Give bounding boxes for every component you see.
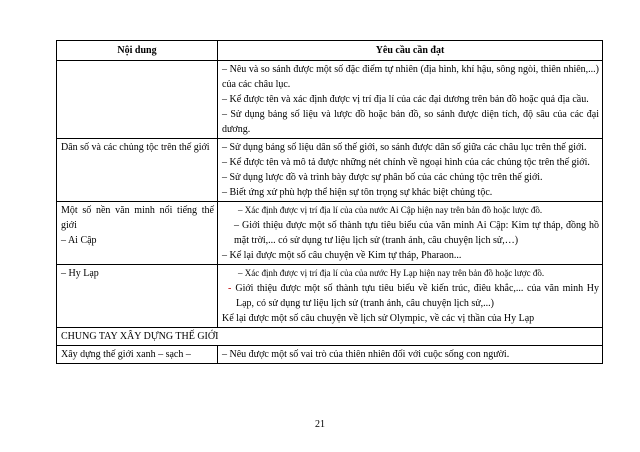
requirements-cell: [218, 139, 603, 202]
content-title: Một số nền văn minh nổi tiếng thế giới: [61, 205, 214, 231]
page-number: 21: [315, 419, 325, 430]
header-requirements: Yêu cầu cần đạt: [218, 41, 603, 61]
content-cell: [57, 202, 218, 265]
requirement-line: – Xác định được vị trí địa lí của của nước Ai Cập hiện nay trên bản đồ hoặc lược đồ.: [238, 205, 543, 215]
curriculum-table: [56, 40, 603, 364]
table-row: [57, 346, 603, 364]
content-cell: [57, 139, 218, 202]
content-title: Dân số và các chủng tộc trên thế giới: [61, 142, 210, 153]
requirement-line: – Xác định được vị trí địa lí của của nước Hy Lạp hiện nay trên bản đồ hoặc lược đồ.: [238, 268, 545, 278]
requirement-line: – Nêu được một số vai trò của thiên nhiên đối với cuộc sống con người.: [222, 349, 510, 360]
content-subitem: – Hy Lạp: [61, 268, 99, 279]
section-heading: CHUNG TAY XÂY DỰNG THẾ GIỚI: [57, 328, 603, 346]
requirement-line: – Sử dụng bảng số liệu và lược đồ hoặc bản đồ, so sánh được diện tích, độ sâu của các đại dương.: [222, 109, 599, 135]
table-row: [57, 265, 603, 328]
requirement-line: – Kể được tên và xác định được vị trí địa lí của các đại dương trên bản đồ hoặc quả địa cầu.: [222, 94, 589, 105]
table-row: [57, 202, 603, 265]
content-cell: [57, 346, 218, 364]
table-header-row: [57, 41, 603, 61]
bullet-dash-icon: -: [228, 283, 232, 294]
content-subitem: – Ai Cập: [61, 235, 97, 246]
content-title: Xây dựng thế giới xanh – sạch –: [61, 349, 191, 360]
requirement-line: – Biết ứng xử phù hợp thể hiện sự tôn trọng sự khác biệt chủng tộc.: [222, 187, 493, 198]
requirements-cell: [218, 202, 603, 265]
requirement-line: – Sử dụng bảng số liệu dân số thế giới, so sánh được dân số giữa các châu lục trên thế giới.: [222, 142, 587, 153]
requirement-line: – Giới thiệu được một số thành tựu tiêu biểu của văn minh Ai Cập: Kim tự tháp, đồng hồ mặt trời,... có sử dụng tư liệu lịch sử (tranh ảnh, câu chuyện lịch sử,…): [234, 220, 599, 246]
requirement-line: [222, 281, 599, 311]
section-heading-row: [57, 328, 603, 346]
requirement-line: – Nêu và so sánh được một số đặc điểm tự nhiên (địa hình, khí hậu, sông ngòi, thiên nhiên,...) của các châu lục.: [222, 64, 599, 90]
requirement-line: Kể lại được một số câu chuyện về lịch sử Olympic, về các vị thần của Hy Lạp: [222, 313, 535, 324]
content-cell: [57, 265, 218, 328]
requirement-line: – Sử dụng lược đồ và trình bày được sự phân bố của các chủng tộc trên thế giới.: [222, 172, 543, 183]
requirements-cell: [218, 346, 603, 364]
requirements-cell: [218, 265, 603, 328]
requirements-cell: [218, 61, 603, 139]
requirement-text: Giới thiệu được một số thành tựu tiêu biểu về kiến trúc, điêu khắc,... của văn minh Hy Lạp, có sử dụng tư liệu lịch sử (tranh ảnh, câu chuyện lịch sử,...): [235, 283, 599, 309]
header-content: Nội dung: [57, 41, 218, 61]
table-row: [57, 61, 603, 139]
requirement-line: – Kể được tên và mô tả được những nét chính về ngoại hình của các chủng tộc trên thế giới.: [222, 157, 590, 168]
content-cell: [57, 61, 218, 139]
table-row: [57, 139, 603, 202]
requirement-line: – Kể lại được một số câu chuyện về Kim tự tháp, Pharaon...: [222, 250, 462, 261]
